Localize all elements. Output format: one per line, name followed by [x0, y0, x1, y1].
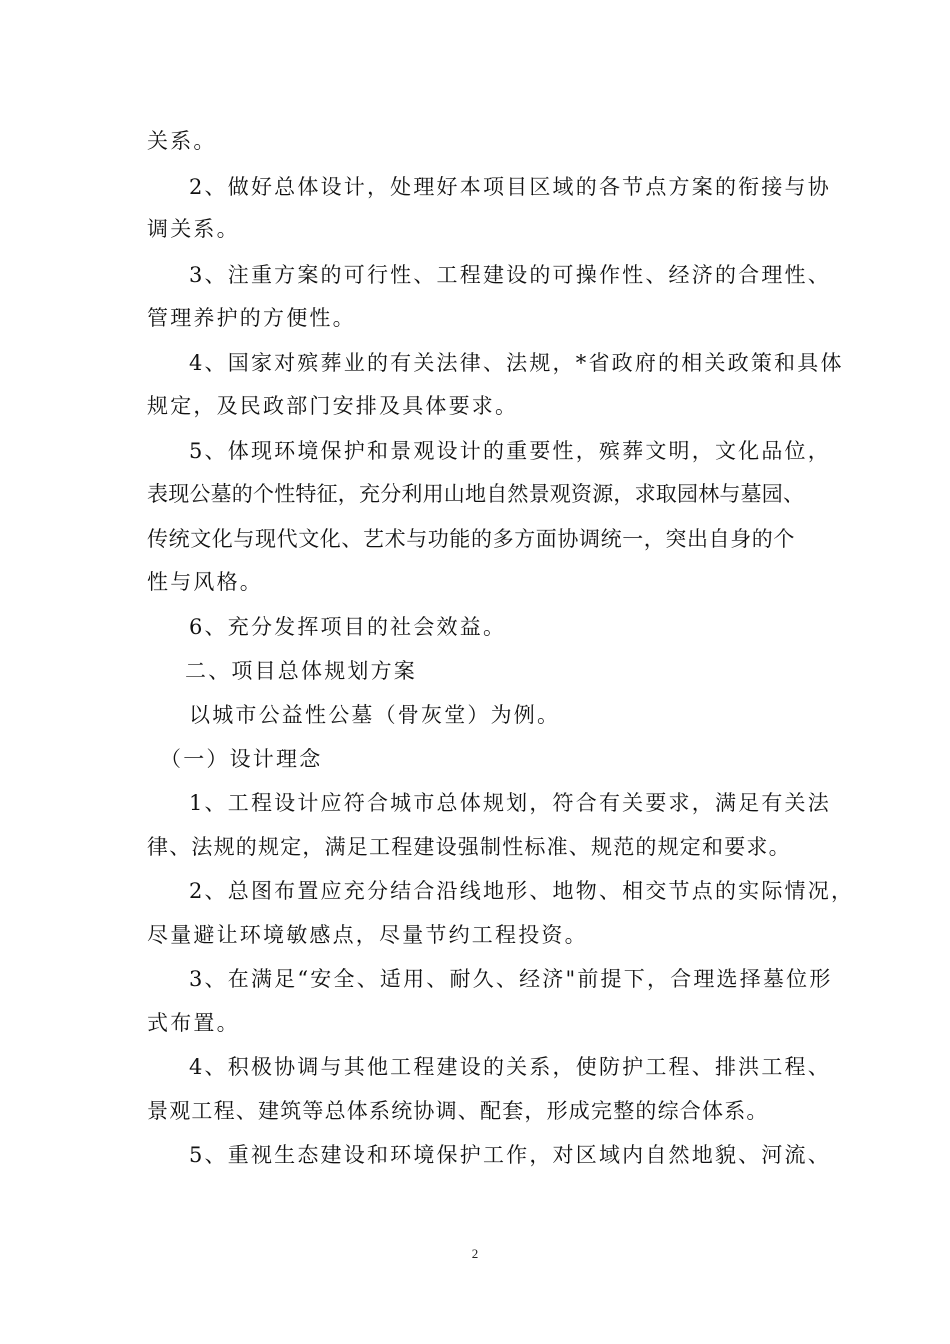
text-line: 4、国家对殡葬业的有关法律、法规，*省政府的相关政策和具体 [189, 351, 844, 375]
subsection-heading: （一）设计理念 [160, 747, 323, 771]
text-line: 景观工程、建筑等总体系统协调、配套，形成完整的综合体系。 [147, 1099, 769, 1123]
text-line: 3、注重方案的可行性、工程建设的可操作性、经济的合理性、 [189, 263, 831, 287]
text-line: 规定，及民政部门安排及具体要求。 [147, 394, 519, 418]
text-line: 律、法规的规定，满足工程建设强制性标准、规范的规定和要求。 [147, 835, 791, 859]
text-line: 表现公墓的个性特征，充分利用山地自然景观资源，求取园林与墓园、 [147, 482, 805, 506]
text-line: 5、重视生态建设和环境保护工作，对区域内自然地貌、河流、 [189, 1143, 831, 1167]
text-line: 传统文化与现代文化、艺术与功能的多方面协调统一，突出自身的个 [147, 527, 795, 551]
text-line: 性与风格。 [147, 570, 263, 594]
text-line: 以城市公益性公墓（骨灰堂）为例。 [189, 703, 561, 727]
text-line: 关系。 [147, 129, 217, 153]
text-line: 6、充分发挥项目的社会效益。 [189, 615, 507, 639]
text-line: 5、体现环境保护和景观设计的重要性，殡葬文明，文化品位， [189, 439, 831, 463]
text-line: 2、做好总体设计，处理好本项目区域的各节点方案的衔接与协 [189, 175, 831, 199]
text-line: 3、在满足“安全、适用、耐久、经济"前提下，合理选择墓位形 [189, 967, 833, 991]
text-line: 尽量避让环境敏感点，尽量节约工程投资。 [147, 923, 588, 947]
text-line: 管理养护的方便性。 [147, 306, 356, 330]
text-line: 调关系。 [147, 217, 240, 241]
page-number: 2 [471, 1246, 479, 1261]
text-line: 4、积极协调与其他工程建设的关系，使防护工程、排洪工程、 [189, 1055, 831, 1079]
section-heading: 二、项目总体规划方案 [185, 659, 417, 683]
text-line: 1、工程设计应符合城市总体规划，符合有关要求，满足有关法 [189, 791, 831, 815]
text-line: 式布置。 [147, 1011, 240, 1035]
text-line: 2、总图布置应充分结合沿线地形、地物、相交节点的实际情况， [189, 879, 855, 903]
